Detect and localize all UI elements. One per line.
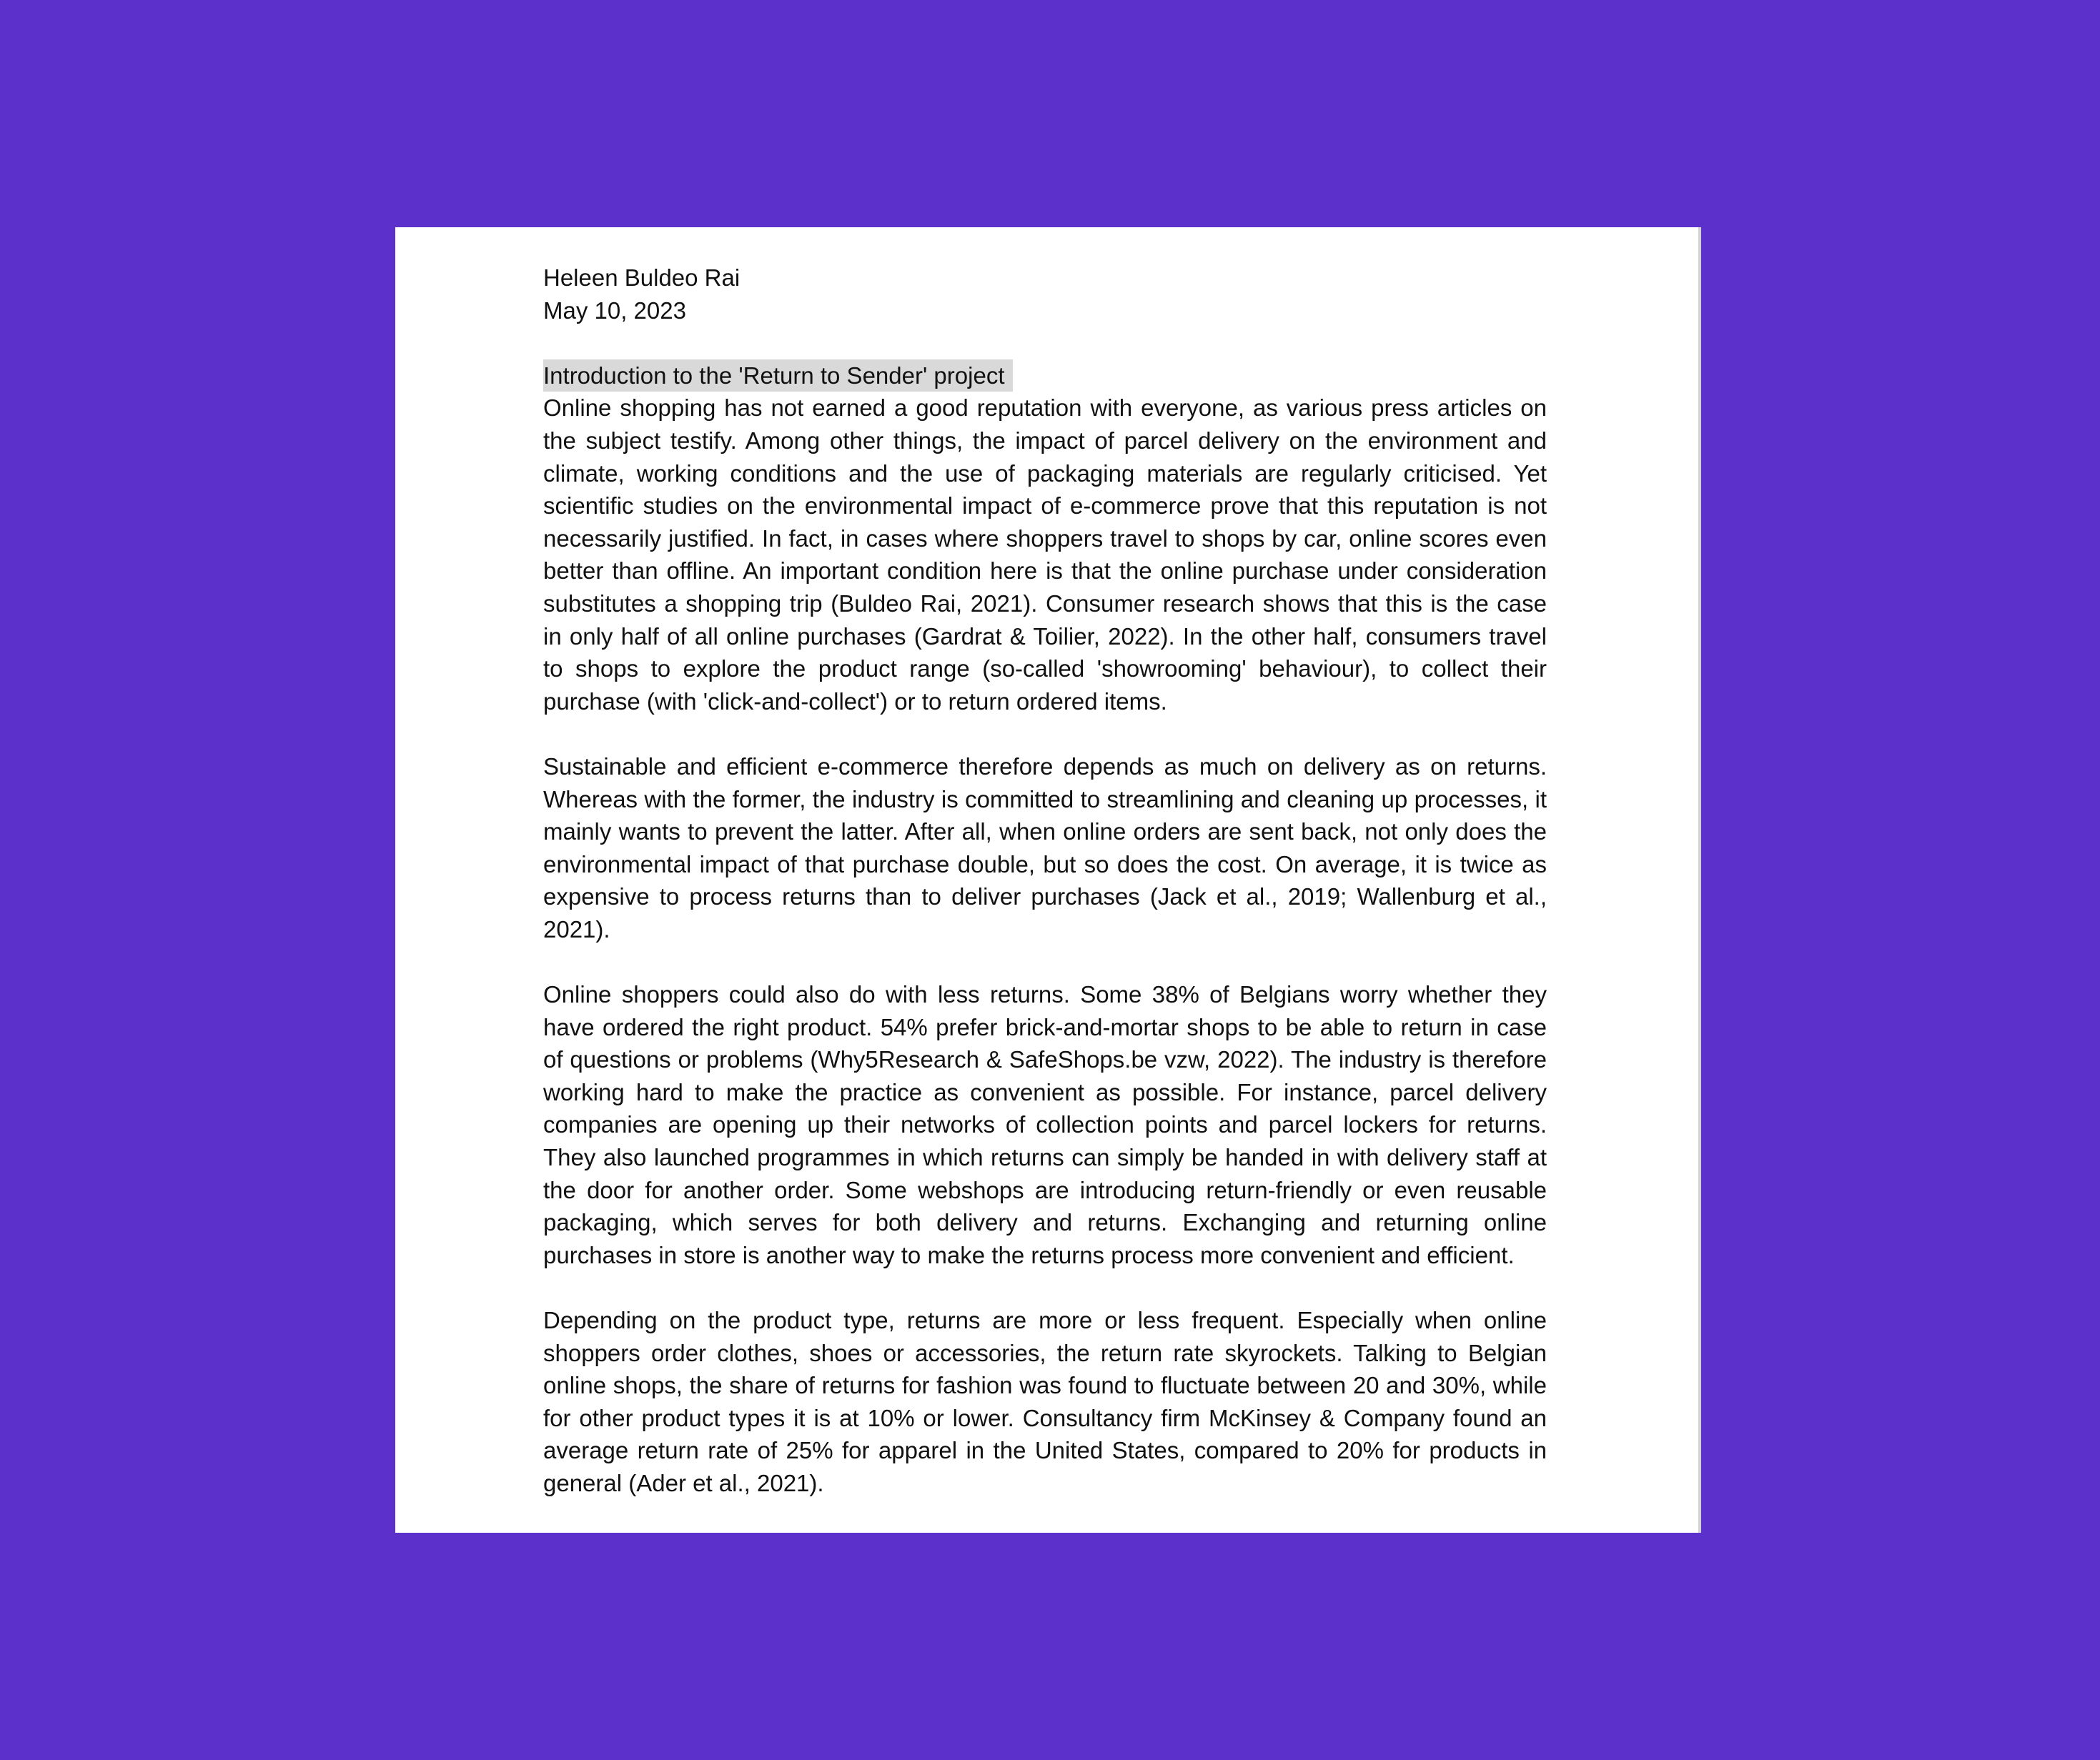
document-page [395, 227, 1701, 1533]
paragraph-2: Sustainable and efficient e-commerce therefore depends as much on delivery as on returns. Whereas with the former, the industry is committed to streamlining and cleaning up processes, it mainly wants to prevent the latter. After all, when online orders are sent back, not only does the environmental impact of that purchase double, but so does the cost. On average, it is twice as expensive to process returns than to deliver purchases (Jack et al., 2019; Wallenburg et al., 2021). [543, 752, 1547, 943]
paragraph-3: Online shoppers could also do with less returns. Some 38% of Belgians worry whether they have ordered the right product. 54% prefer brick-and-mortar shops to be able to return in case of questions or problems (Why5Research & SafeShops.be vzw, 2022). The industry is therefore working hard to make the practice as convenient as possible. For instance, parcel delivery companies are opening up their networks of collection points and parcel lockers for returns. They also launched programmes in which returns can simply be handed in with delivery staff at the door for another order. Some webshops are introducing return-friendly or even reusable packaging, which serves for both delivery and returns. Exchanging and returning online purchases in store is another way to make the returns process more convenient and efficient. [543, 981, 1547, 1268]
heading-line [543, 359, 1547, 392]
section-heading[interactable]: Introduction to the 'Return to Sender' project [543, 359, 1013, 392]
author-name: Heleen Buldeo Rai [543, 264, 741, 291]
paragraph-1: Online shopping has not earned a good reputation with everyone, as various press articles on the subject testify. Among other things, the impact of parcel delivery on the environment and climate, working conditions and the use of packaging materials are regularly criticised. Yet scientific studies on the environmental impact of e-commerce prove that this reputation is not necessarily justified. In fact, in cases where shoppers travel to shops by car, online scores even better than offline. An important condition here is that the online purchase under consideration substitutes a shopping trip (Buldeo Rai, 2021). Consumer research shows that this is the case in only half of all online purchases (Gardrat & Toilier, 2022). In the other half, consumers travel to shops to explore the product range (so-called 'showrooming' behaviour), to collect their purchase (with 'click-and-collect') or to return ordered items. [543, 394, 1547, 715]
document-date: May 10, 2023 [543, 297, 686, 324]
paragraph-4: Depending on the product type, returns are more or less frequent. Especially when online shoppers order clothes, shoes or accessories, the return rate skyrockets. Talking to Belgian online shops, the share of returns for fashion was found to fluctuate between 20 and 30%, while for other product types it is at 10% or lower. Consultancy firm McKinsey & Company found an average return rate of 25% for apparel in the United States, compared to 20% for products in general (Ader et al., 2021). [543, 1307, 1547, 1496]
blank-line [543, 327, 1547, 359]
document-body [543, 262, 1547, 1500]
